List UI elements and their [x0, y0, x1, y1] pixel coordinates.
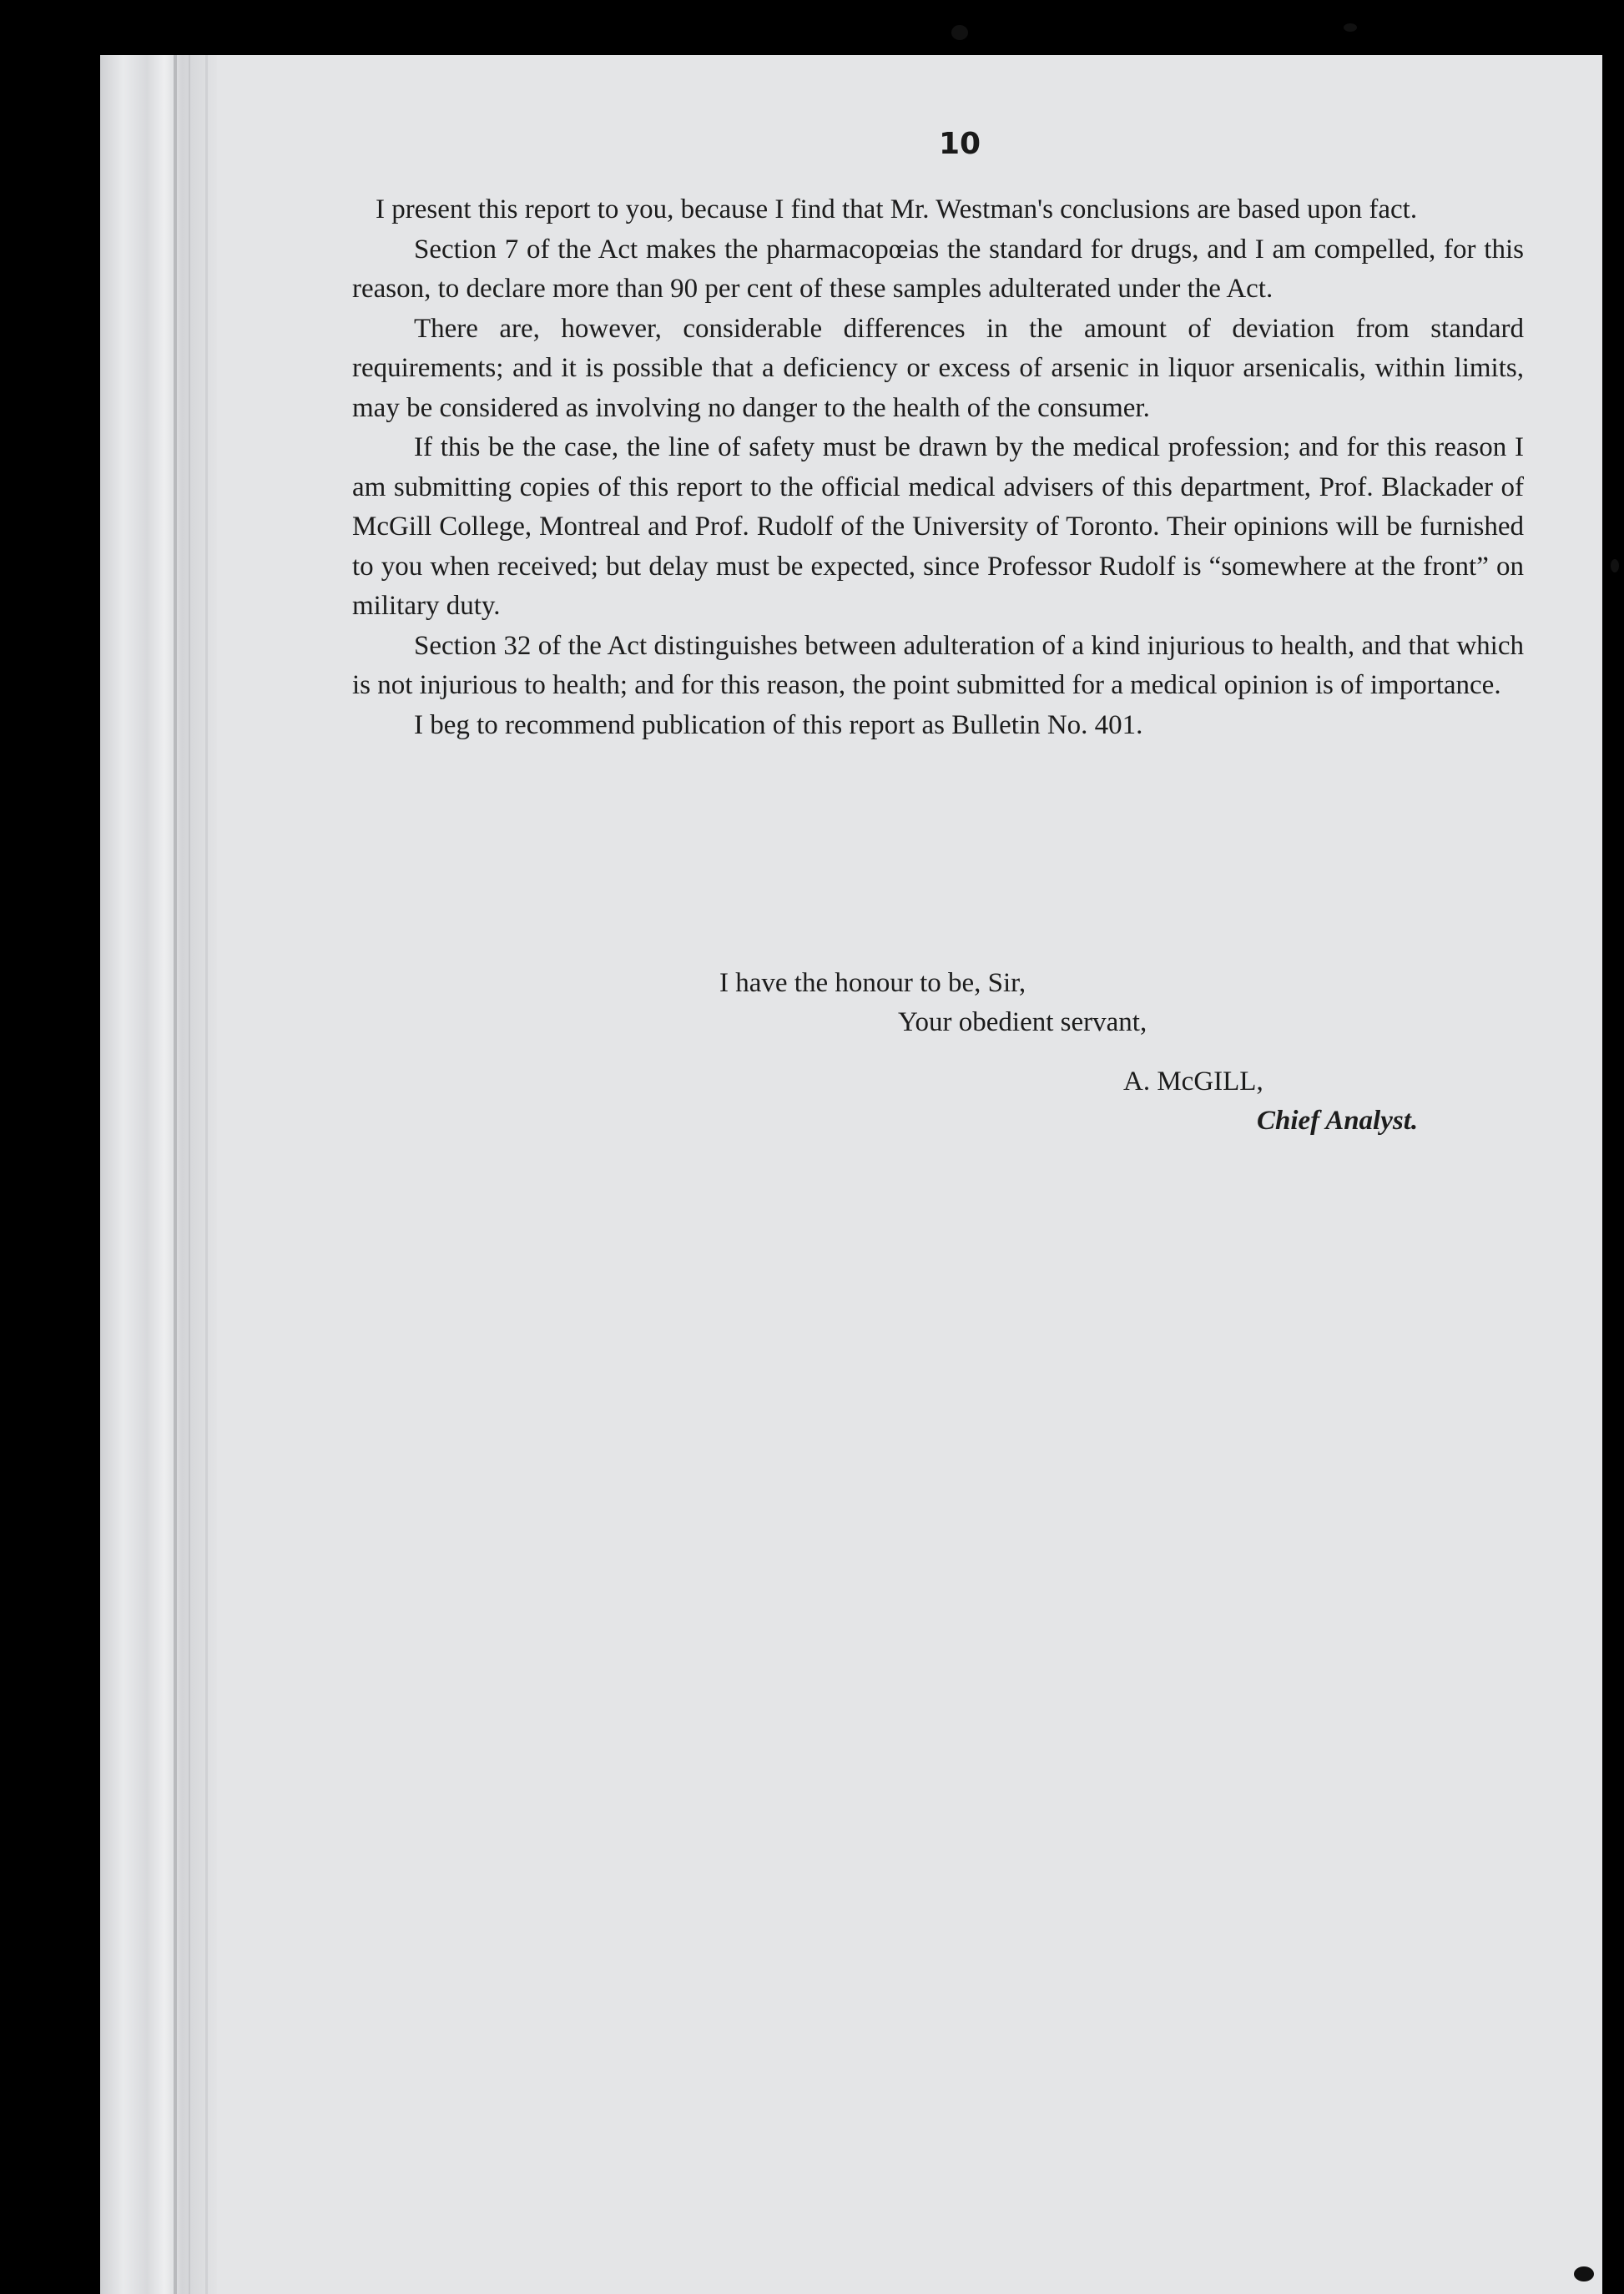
binding-fold-line: [189, 55, 190, 2294]
report-body: [352, 190, 1524, 745]
paragraph: There are, however, considerable differences in the amount of deviation from standard requirements; and it is possible that a deficiency or excess of arsenic in liquor arsenicalis, within limits, may be considered as involving no danger to the health of the consumer.: [352, 313, 1524, 423]
paragraph: Section 7 of the Act makes the pharmacopœias the standard for drugs, and I am compelled, for this reason, to declare more than 90 per cent of these samples adulterated under the Act.: [352, 234, 1524, 304]
closing-complimentary: Your obedient servant,: [898, 1007, 1147, 1037]
scan-speck: [951, 25, 968, 40]
scan-speck: [1574, 2266, 1594, 2281]
page-number: 10: [938, 127, 981, 161]
signature-title: Chief Analyst.: [1257, 1106, 1419, 1136]
paragraph: I beg to recommend publication of this report as Bulletin No. 401.: [414, 709, 1143, 740]
paragraph: Section 32 of the Act distinguishes between adulteration of a kind injurious to health, and that which is not injurious to health; and for this reason, the point submitted for a medical opinion is of importance.: [352, 630, 1524, 700]
signature-name: A. McGILL,: [1123, 1066, 1263, 1097]
paragraph: I present this report to you, because I find that Mr. Westman's conclusions are based upon fact.: [376, 194, 1418, 224]
page-binding-edge: [100, 55, 217, 2294]
paragraph: If this be the case, the line of safety must be drawn by the medical profession; and for this reason I am submitting copies of this report to the official medical advisers of this department, Prof. Blackader of McGill College, Montreal and Prof. Rudolf of the University of Toronto. Their opinions will be furnished to you when received; but delay must be expected, since Professor Rudolf is “somewhere at the front” on military duty.: [352, 432, 1524, 621]
binding-fold-line: [174, 55, 177, 2294]
binding-fold-line: [205, 55, 208, 2294]
scan-speck: [1611, 559, 1619, 572]
scan-speck: [1344, 23, 1357, 32]
closing-salutation: I have the honour to be, Sir,: [719, 968, 1026, 998]
